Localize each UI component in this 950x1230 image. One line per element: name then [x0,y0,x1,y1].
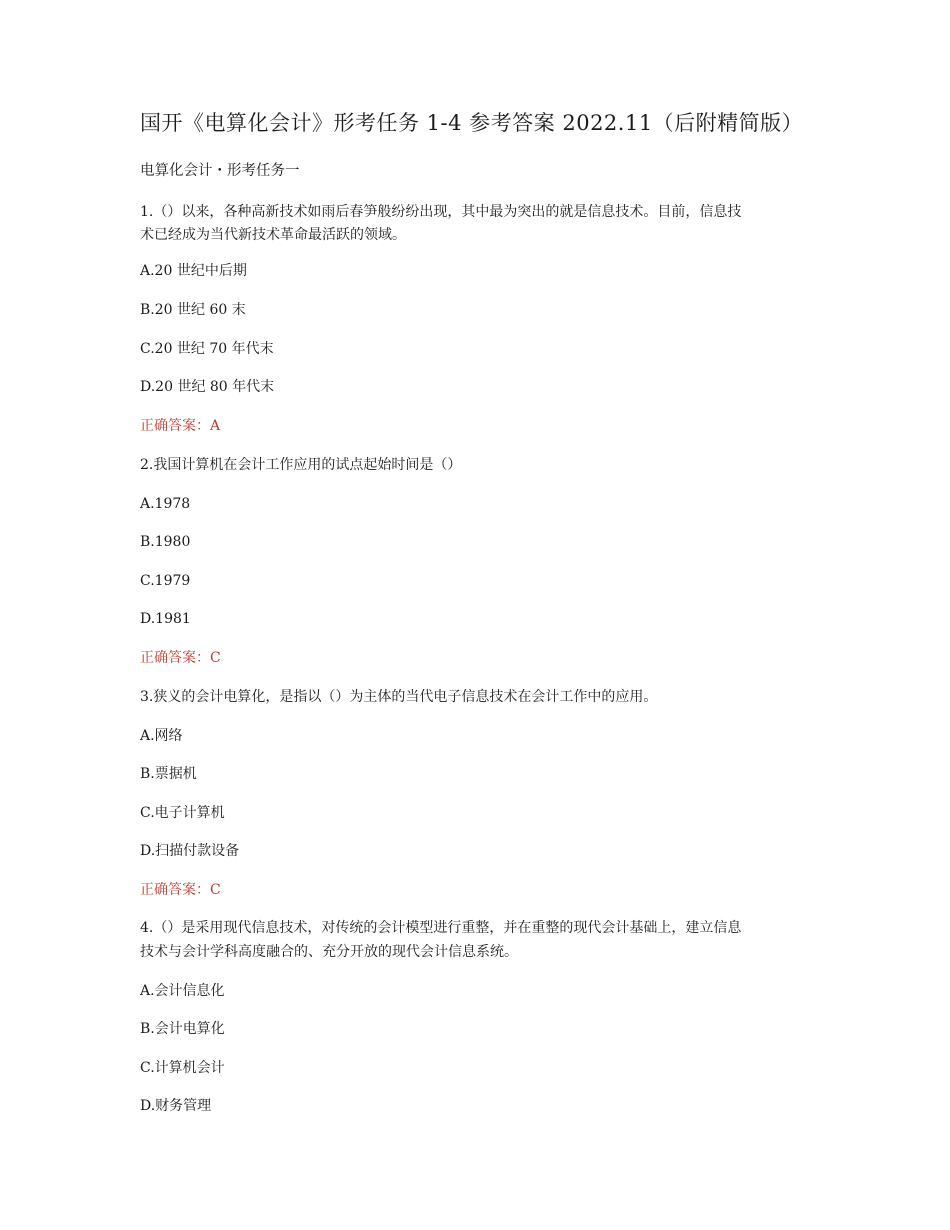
document-title: 国开《电算化会计》形考任务 1-4 参考答案 2022.11（后附精简版） [140,111,804,135]
question-4-stem-line-2: 技术与会计学科高度融合的、充分开放的现代会计信息系统。 [140,944,518,960]
question-2-option-d: D.1981 [140,611,191,627]
question-1-option-a: A.20 世纪中后期 [140,263,247,279]
question-1-option-b: B.20 世纪 60 末 [140,302,246,318]
question-4-option-d: D.财务管理 [140,1098,212,1114]
question-2-stem-line-1: 2.我国计算机在会计工作应用的试点起始时间是（） [140,457,462,473]
question-1-answer: 正确答案：A [140,418,221,434]
question-4-option-b: B.会计电算化 [140,1021,225,1037]
section-title: 电算化会计・形考任务一 [140,163,300,179]
question-2-option-b: B.1980 [140,534,191,550]
question-2-option-a: A.1978 [140,496,191,512]
question-4-option-a: A.会计信息化 [140,983,225,999]
question-2-answer: 正确答案：C [140,650,221,666]
question-3-option-c: C.电子计算机 [140,805,225,821]
question-3-option-d: D.扫描付款设备 [140,843,240,859]
question-1-option-c: C.20 世纪 70 年代末 [140,341,274,357]
question-4-stem-line-1: 4.（）是采用现代信息技术，对传统的会计模型进行重整，并在重整的现代会计基础上，建立信息 [140,920,742,936]
question-2-option-c: C.1979 [140,573,191,589]
question-3-option-b: B.票据机 [140,766,197,782]
question-1-option-d: D.20 世纪 80 年代末 [140,379,275,395]
question-4-option-c: C.计算机会计 [140,1060,225,1076]
question-3-stem-line-1: 3.狭义的会计电算化，是指以（）为主体的当代电子信息技术在会计工作中的应用。 [140,689,658,705]
question-1-stem-line-2: 术已经成为当代新技术革命最活跃的领域。 [140,227,406,243]
question-3-option-a: A.网络 [140,728,183,744]
question-3-answer: 正确答案：C [140,882,221,898]
question-1-stem-line-1: 1.（）以来，各种高新技术如雨后春笋般纷纷出现，其中最为突出的就是信息技术。目前，信息技 [140,204,742,220]
